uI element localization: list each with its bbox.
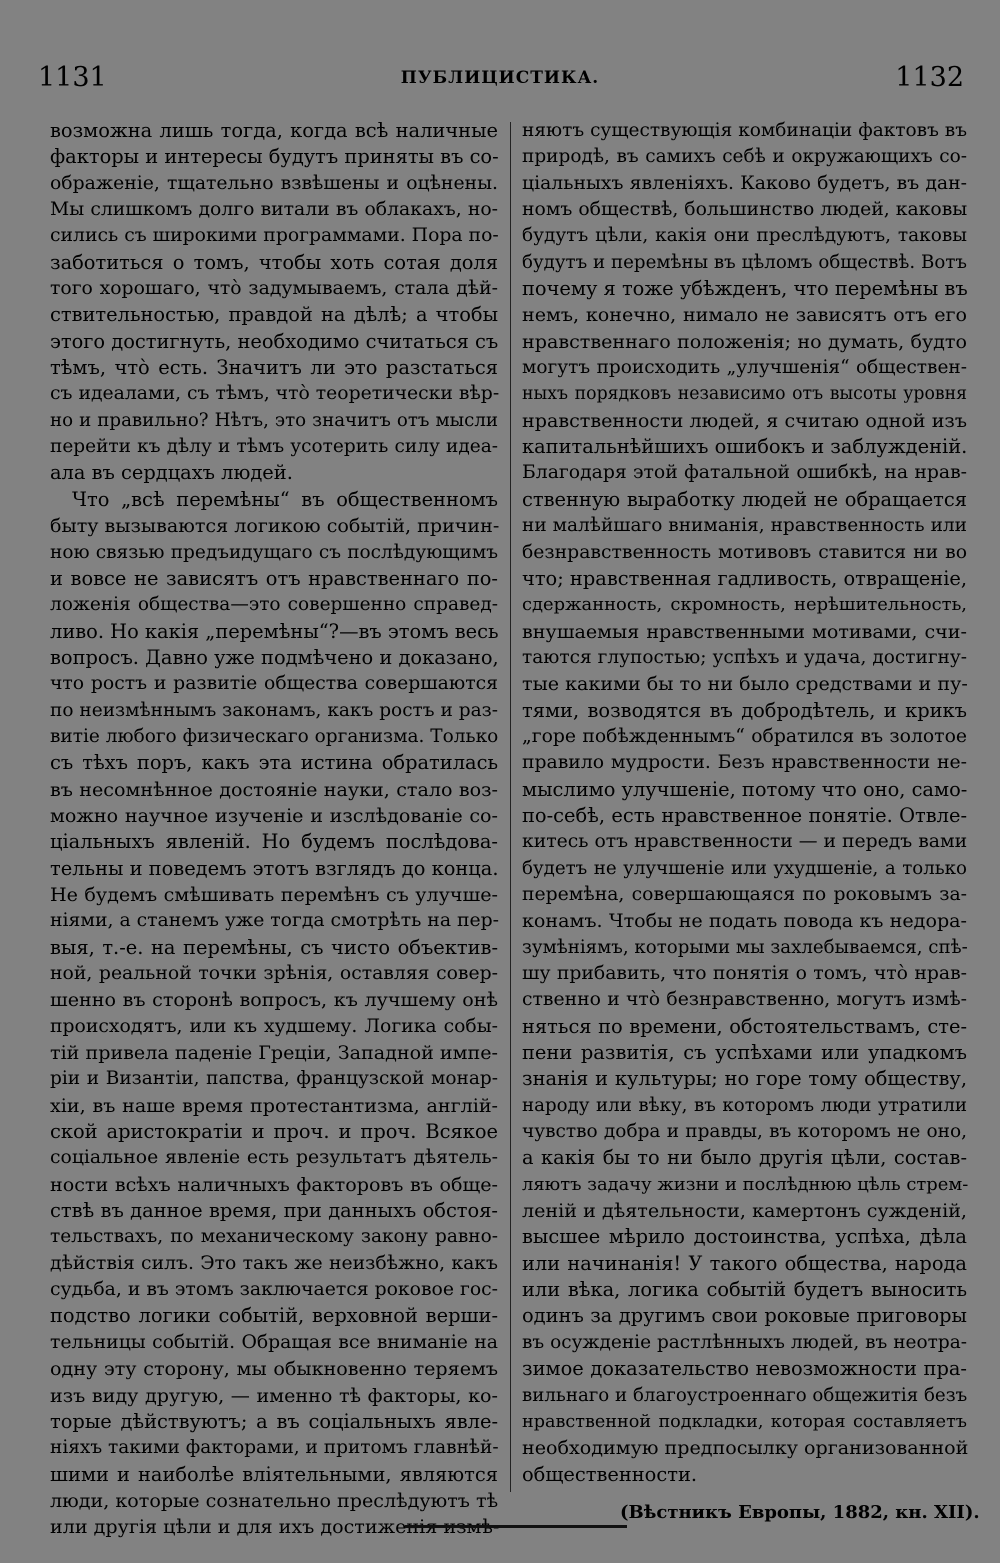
left-column [50,118,498,1541]
text-line: того хорошаго, что̀ задумываемъ, стала дѣй- [50,278,498,300]
text-line: перемѣна, совершающаяся по роковымъ за- [522,883,967,905]
text-line: этого достигнуть, необходимо считаться съ [50,329,499,353]
text-line: тельницы событій. Обращая все вниманіе на [50,1331,498,1353]
text-line: съ тѣхъ поръ, какъ эта истина обратилась [50,751,498,775]
text-line: нравственности людей, я считаю одной изъ [522,408,967,432]
text-line: ности всѣхъ наличныхъ факторовъ въ обще- [50,1172,498,1196]
text-line: немъ, конечно, нимало не зависятъ отъ его [522,303,967,327]
right-column [522,118,967,1488]
text-line: тые какими бы то ни было средствами и пу- [522,672,968,696]
text-line: сились съ широкими программами. Пора по- [50,225,499,247]
text-line: тельствахъ, по механическому закону равно- [50,1226,498,1248]
text-line: соціальное явленіе есть результатъ дѣятель- [50,1147,498,1169]
text-line: зимое доказательство невозможности пра- [522,1357,967,1381]
text-line: сдержанность, скромность, нерѣшительность, [522,594,967,616]
text-line: общественности. [522,1462,698,1486]
text-line: въ несомнѣнное достояніе науки, стало воз- [50,777,498,801]
text-line: будутъ и перемѣны въ цѣломъ обществѣ. Вотъ [522,251,967,273]
text-line: Что „всѣ перемѣны“ въ общественномъ [72,487,498,511]
text-line: выя, т.-е. на перемѣны, съ чисто объектив- [50,935,498,959]
text-line: съ идеалами, съ тѣмъ, что̀ теоретически вѣр- [50,383,500,405]
text-line: народу или вѣку, въ которомъ люди утратили [522,1094,967,1116]
text-line: изъ виду другую, — именно тѣ факторы, ко- [50,1383,498,1407]
text-line: тями, возводятся въ добродѣтель, и крикъ [522,698,967,722]
text-line: одну эту сторону, мы обыкновенно теряемъ [50,1357,498,1381]
text-line: судьба, и въ этомъ заключается роковое гос- [50,1279,498,1301]
text-line: витіе любого физическаго организма. Только [50,725,499,747]
text-line: что ростъ и развитіе общества совершаются [50,673,498,695]
text-line: ною связью предъидущаго съ послѣдующимъ [50,541,498,563]
text-line: знанія и культуры; но горе тому обществу, [522,1067,967,1091]
text-line: ніяхъ такими факторами, и притомъ главнѣй- [50,1437,499,1459]
column-divider [510,122,511,1492]
text-line: можно научное изученіе и изслѣдованіе со- [50,803,498,827]
text-line: дѣйствія силъ. Это такъ же неизбѣжно, какъ [50,1252,498,1274]
text-line: ляютъ задачу жизни и послѣднюю цѣль стрем- [522,1173,969,1195]
text-line: возможна лишь тогда, когда всѣ наличные [50,119,498,142]
text-line: ствѣ въ данное время, при данныхъ обстоя- [50,1199,498,1223]
text-line: ственно и что̀ безнравственно, могутъ измѣ- [522,989,967,1011]
text-line: мыслимо улучшеніе, потому что оно, само- [522,777,968,801]
text-line: Не будемъ смѣшивать перемѣнъ съ улучше- [50,882,498,906]
text-line: въ осужденіе растлѣнныхъ людей, въ неотра- [522,1331,967,1353]
text-line: высшее мѣрило достоинства, успѣха, дѣла [522,1225,967,1249]
text-line: Благодаря этой фатальной ошибкѣ, на нрав- [522,462,967,484]
text-line: капитальнѣйшихъ ошибокъ и заблужденій. [522,435,968,459]
text-line: шенно въ сторонѣ вопросъ, къ лучшему онѣ [50,988,498,1012]
text-line: „горе побѣжденнымъ“ обратился въ золотое [522,725,967,747]
text-line: а какія бы то ни было другія цѣли, состав- [522,1146,967,1170]
text-line: ріи и Византіи, папства, французской монар- [50,1068,498,1090]
text-line: или другія цѣли и для ихъ достиженія измѣ- [50,1515,500,1539]
text-line: ливо. Но какія „перемѣны“?—въ этомъ весь [50,619,499,643]
bottom-rule [405,1525,627,1528]
text-line: хіи, въ наше время протестантизма, англій- [50,1093,498,1117]
text-line: леній и дѣятельности, камертонъ сужденій, [522,1199,967,1223]
text-line: заботиться о томъ, чтобы хоть сотая доля [50,250,498,274]
text-line: правило мудрости. Безъ нравственности не- [522,752,967,774]
page-number-left: 1131 [38,62,107,93]
text-line: или вѣка, логика событій будетъ выносить [522,1278,967,1302]
text-line: зумѣніямъ, которыми мы захлебываемся, спѣ- [522,936,968,958]
text-line: перейти къ дѣлу и тѣмъ усотерить силу идеа- [50,436,498,458]
text-line: пени развитія, съ успѣхами или упадкомъ [522,1041,967,1065]
text-line: ствительностью, правдой на дѣлѣ; а чтобы [50,303,498,327]
text-line: няютъ существующія комбинаціи фактовъ въ [522,120,967,141]
text-line: и вовсе не зависятъ отъ нравственнаго по- [50,566,498,590]
text-line: ственную выработку людей не обращается [522,487,967,511]
text-line: ціальныхъ явленіяхъ. Каково будетъ, въ дан- [522,172,967,194]
text-line: ображеніе, тщательно взвѣшены и оцѣнены. [50,172,498,194]
page-header [0,62,1000,96]
text-line: факторы и интересы будутъ приняты въ со- [50,145,499,169]
text-line: нравственнаго положенія; но думать, будто [522,329,967,353]
text-line: будутъ цѣли, какія они преслѣдуютъ, таковы [522,225,967,247]
text-line: необходимую предпосылку организованной [522,1436,969,1460]
text-line: ни малѣйшаго вниманія, нравственность или [522,515,967,537]
text-line: нравственной подкладки, которая составляетъ [522,1411,967,1432]
text-line: китесь отъ нравственности — и передъ вами [522,831,968,853]
running-title: ПУБЛИЦИСТИКА. [400,68,600,88]
text-line: ложенія общества—это совершенно справед- [50,594,498,616]
text-line: или начинанія! У такого общества, народа [522,1251,967,1275]
text-line: ныхъ порядковъ независимо отъ высоты уровня [522,384,967,405]
text-line: тій привела паденіе Греціи, Западной импе- [50,1041,498,1065]
text-line: номъ обществѣ, большинство людей, каковы [522,199,968,221]
text-line: вильнаго и благоустроеннаго общежитія безъ [522,1384,968,1406]
text-line: быту вызываются логикою событій, причин- [50,514,500,538]
text-line: вопросъ. Давно уже подмѣчено и доказано, [50,645,499,669]
text-line: шу прибавить, что понятія о томъ, что̀ нрав- [522,963,967,984]
page-number-right: 1132 [895,62,964,93]
source-citation: (Вѣстникъ Европы, 1882, кн. XII). [620,1502,980,1523]
text-line: Мы слишкомъ долго витали въ облакахъ, но- [50,199,498,221]
text-line: люди, которые сознательно преслѣдуютъ тѣ [50,1488,499,1512]
text-line: природѣ, въ самихъ себѣ и окружающихъ со- [522,146,967,168]
text-line: шими и наиболѣе вліятельными, являются [50,1462,498,1486]
text-line: тельны и поведемъ этотъ взглядъ до конца. [50,856,499,880]
text-line: но и правильно? Нѣтъ, это значитъ отъ мысли [50,409,498,431]
text-line: одинъ за другимъ свои роковые приговоры [522,1304,967,1328]
text-line: по-себѣ, есть нравственное понятіе. Отвле- [522,803,967,827]
text-line: будетъ не улучшеніе или ухудшеніе, а только [522,857,967,879]
text-line: конамъ. Чтобы не подать повода къ недора- [522,909,967,933]
text-line: ніями, а станемъ уже тогда смотрѣть на пер- [50,910,499,932]
text-line: ной, реальной точки зрѣнія, оставляя совер- [50,963,498,984]
text-line: подство логики событій, верховной верши- [50,1304,498,1328]
text-line: происходятъ, или къ худшему. Логика собы- [50,1015,498,1037]
text-line: безнравственность мотивовъ ставится ни во [522,541,967,563]
text-line: ской аристократіи и проч. и проч. Всякое [50,1120,498,1144]
text-line: няться по времени, обстоятельствамъ, сте- [522,1014,967,1038]
text-line: ціальныхъ явленій. Но будемъ послѣдова- [50,830,498,854]
text-line: торые дѣйствуютъ; а въ соціальныхъ явле- [50,1409,498,1433]
text-line: что; нравственная гадливость, отвращеніе, [522,566,968,590]
text-line: внушаемыя нравственными мотивами, счи- [522,619,967,643]
text-line: таются глупостью; успѣхъ и удача, достигну- [522,646,967,668]
text-line: тѣмъ, что̀ есть. Значитъ ли это разстаться [50,356,498,380]
text-line: могутъ происходить „улучшенія“ обществен- [522,357,967,379]
text-line: чувство добра и правды, въ которомъ не оно, [522,1121,967,1143]
text-line: ала въ сердцахъ людей. [50,461,293,485]
text-line: по неизмѣннымъ законамъ, какъ ростъ и раз- [50,699,498,721]
text-line: почему я тоже убѣжденъ, что перемѣны въ [522,277,968,301]
